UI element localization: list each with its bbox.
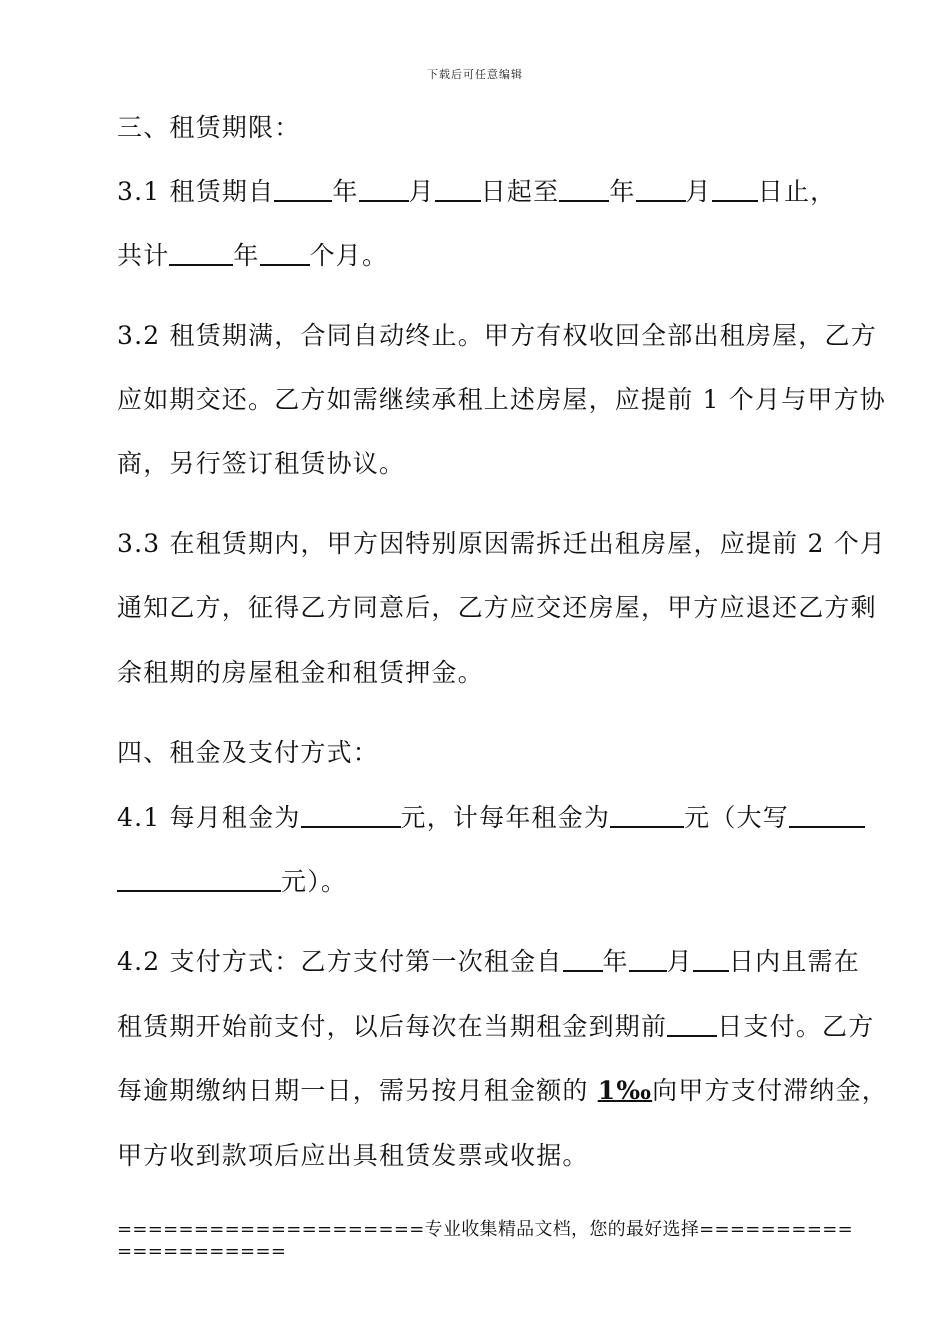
text: 年: [609, 177, 636, 206]
blank-field: [169, 242, 233, 266]
text: 元）。: [281, 867, 348, 896]
blank-field: [563, 948, 603, 972]
text: 4.2 支付方式：乙方支付第一次租金自: [117, 947, 563, 976]
page-header: 下载后可任意编辑: [427, 68, 523, 81]
clause-3-3-line-3: 余租期的房屋租金和租赁押金。: [117, 658, 484, 687]
clause-4-1-line-2: [117, 866, 347, 898]
text: 日止，: [757, 177, 837, 206]
clause-3-1-line-2: [117, 240, 388, 272]
clause-3-2-line-3: 商，另行签订租赁协议。: [117, 449, 406, 478]
blank-field: [435, 178, 481, 202]
clause-4-1-line-1: [117, 802, 865, 834]
clause-3-1-line-1: [117, 176, 836, 208]
late-fee-rate: 1‰: [597, 1076, 653, 1105]
page-footer: ====================专业收集精品文档，您的最好选择=====================: [117, 1219, 853, 1262]
text: 元，计每年租金为: [400, 803, 611, 832]
section-4-title: 四、租金及支付方式：: [117, 738, 380, 767]
text: 年: [602, 947, 629, 976]
text: 月: [685, 177, 712, 206]
text: 元（大写: [684, 803, 789, 832]
text: 共计: [117, 241, 170, 270]
clause-number: 3.1: [117, 177, 161, 206]
blank-field: [629, 948, 667, 972]
blank-field: [789, 804, 865, 828]
text: 租赁期开始前支付，以后每次在当期租金到期前: [117, 1012, 668, 1041]
text: 月: [666, 947, 693, 976]
clause-4-2-line-3: [117, 1075, 888, 1107]
text: 日起至: [480, 177, 560, 206]
blank-field: [636, 178, 686, 202]
blank-field: [559, 178, 609, 202]
blank-field: [359, 178, 409, 202]
blank-field: [667, 1013, 717, 1037]
text: 日支付。乙方: [717, 1012, 875, 1041]
clause-3-3-line-2: 通知乙方，征得乙方同意后，乙方应交还房屋，甲方应退还乙方剩: [117, 593, 877, 622]
text: 月: [408, 177, 435, 206]
text: 日内且需在: [728, 947, 860, 976]
text: 每逾期缴纳日期一日，需另按月租金额的: [117, 1076, 598, 1105]
clause-4-2-line-4: 甲方收到款项后应出具租赁发票或收据。: [117, 1141, 589, 1170]
clause-3-2-line-1: 3.2 租赁期满，合同自动终止。甲方有权收回全部出租房屋，乙方: [117, 321, 877, 350]
blank-field: [610, 804, 684, 828]
clause-number: 4.1: [117, 803, 161, 832]
clause-4-2-line-2: [117, 1011, 874, 1043]
clause-4-2-line-1: [117, 946, 860, 978]
text: 租赁期自: [169, 177, 275, 206]
blank-field: [260, 242, 310, 266]
blank-field: [117, 868, 281, 892]
blank-field: [693, 948, 729, 972]
text: 向甲方支付滞纳金，: [652, 1076, 888, 1105]
text: 每月租金为: [169, 803, 301, 832]
clause-3-2-line-2: 应如期交还。乙方如需继续承租上述房屋，应提前 1 个月与甲方协: [117, 385, 887, 414]
blank-field: [301, 804, 401, 828]
blank-field: [712, 178, 758, 202]
text: 年: [332, 177, 359, 206]
text: 个月。: [309, 241, 389, 270]
section-3-title: 三、租赁期限：: [117, 113, 301, 142]
text: 年: [233, 241, 260, 270]
blank-field: [274, 178, 332, 202]
clause-3-3-line-1: 3.3 在租赁期内，甲方因特别原因需拆迁出租房屋，应提前 2 个月: [117, 529, 887, 558]
